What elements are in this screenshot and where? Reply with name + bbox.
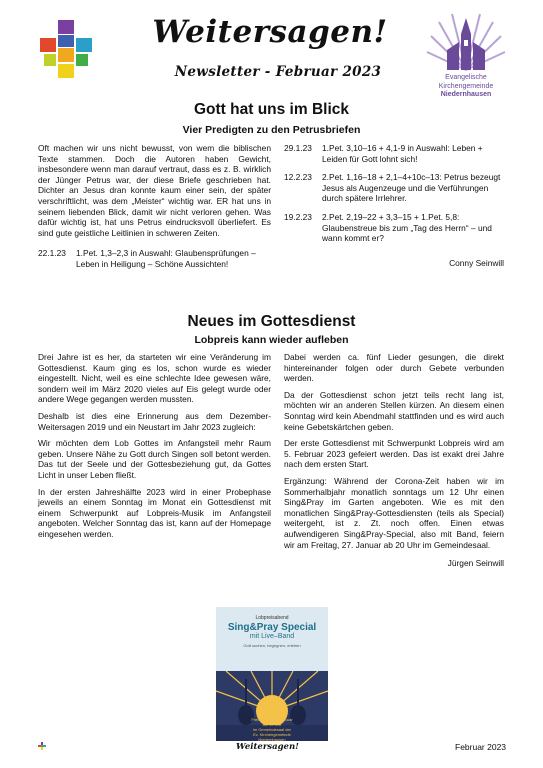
- sermon-entry: [284, 172, 504, 204]
- flyer-detail-line: Freitag, den 27. Januar: [251, 717, 293, 722]
- article2-paragraph: Ergänzung: Während der Corona-Zeit haben wir im Sommerhalbjahr monatlich sonntags um 12 Uhr einen Sing&Pray im Garten angeboten. Wie es mit den monatlichen Sing&Pray-Gottesdiensten (teils als Special) weitergeht, ist z. Zt. noch offen. Einen etwas aufwendigeren Sing&Pray-Special, also mit Band, feiern wir am Freitag, 27. Januar ab 20 Uhr im Gemeindesaal.: [284, 475, 504, 550]
- flyer-eyebrow: Lobpreisabend: [255, 615, 289, 621]
- sermon-text: 1.Pet. 3,10–16 + 4,1-9 in Auswahl: Leben + Leiden für Gott lohnt sich!: [322, 143, 483, 164]
- sermon-entry: [38, 248, 271, 269]
- flyer-tagline: Gott suchen, begegnen, erleben: [243, 643, 301, 648]
- flyer-header: [216, 607, 328, 671]
- footer-title: Weitersagen!: [236, 742, 299, 752]
- church-line-3: Niedernhausen: [440, 91, 492, 98]
- sermon-date: 12.2.23: [284, 172, 312, 183]
- article2-paragraph: Der erste Gottesdienst mit Schwerpunkt Lobpreis wird am 5. Februar 2023 gefeiert werden. Das ist exakt drei Jahre nach dem ersten Start.: [284, 438, 504, 470]
- church-line-1: Evangelische: [445, 74, 487, 81]
- sermon-date: 29.1.23: [284, 143, 312, 153]
- newsletter-subtitle: Newsletter - Februar 2023: [174, 64, 382, 80]
- sermon-entry: [284, 212, 504, 244]
- masthead-title: Weitersagen!: [152, 14, 388, 50]
- flyer-detail-line: Ev. Kirchengemeinde Niedernhausen: [253, 732, 291, 741]
- article2-title: Neues im Gottesdienst: [187, 313, 356, 330]
- sermon-date: 22.1.23: [38, 248, 66, 259]
- article2-paragraph: Deshalb ist dies eine Erinnerung aus dem Dezember-Weitersagen 2019 und ein Neustart im Jahr 2023 zugleich:: [38, 410, 271, 432]
- article2-paragraph: Da der Gottesdienst schon jetzt teils recht lang ist, möchten wir an anderen Stellen kürzen. An diesem einen Sonntag wird kein Abendmahl stattfinden und es wird auch keine Gebetskärtchen geben.: [284, 389, 504, 432]
- article1-intro: Oft machen wir uns nicht bewusst, von wem die biblischen Texte stammen. Doch die Autoren haben Gewicht, insbesondere wenn man darauf vertraut, dass es z. B. wirklich der Jünger Petrus war, der diese Briefe geschrieben hat. Dichter an Jesus dran konnte kaum einer sein, der später verschriftlicht, was dem „Meister“ wichtig war. ER hat uns in seinem liebenden Blick, damit wir nicht verloren gehen. Was dafür wichtig ist, hat uns Petrus eindrucksvoll überliefert. Es sind gute geistliche Leitlinien in schweren Zeiten.: [38, 143, 271, 238]
- article2-paragraph: Drei Jahre ist es her, da starteten wir eine Veränderung im Gottesdienst. Kaum ging es los, schon wurde es wieder eingestellt. Nicht, weil es eine schlechte Idee gewesen wäre, sondern weil im März 2020 vieles auf Eis gelegt wurde oder andere Wege gegangen werden mussten.: [38, 352, 271, 405]
- article2-paragraph: Wir möchten dem Lob Gottes im Anfangsteil mehr Raum geben. Unsere Nähe zu Gott durch Singen soll betont werden. Das tut der Seele und der Gottesbeziehung gut, da Gottes Licht in unser Leben fließt.: [38, 438, 271, 480]
- flyer-detail-line: im Gemeindesaal der: [252, 727, 292, 732]
- sermon-entry: [284, 143, 504, 164]
- event-flyer: [216, 607, 328, 741]
- flyer-title: Sing&Pray Special: [227, 622, 317, 633]
- sermon-text: 1.Pet. 1,3–2,3 in Auswahl: Glaubensprüfungen – Leben in Heiligung – Schöne Aussichten!: [76, 248, 256, 269]
- church-name: [418, 74, 514, 100]
- sermon-text: 2.Pet. 2,19–22 + 3,3–15 + 1.Pet. 5,8: Glaubenstreue bis zum „Tag des Herrn“ – und wann kommt er?: [322, 211, 492, 244]
- article2-right-column: [284, 352, 504, 568]
- cross-logo-icon: [36, 18, 98, 80]
- article1-subtitle: Vier Predigten zu den Petrusbriefen: [182, 124, 361, 136]
- church-logo-icon: [425, 12, 507, 72]
- church-line-2: Kirchengemeinde: [438, 82, 494, 90]
- article1-author: Conny Seinwill: [449, 257, 504, 268]
- sermon-text: 2.Pet. 1,16–18 + 2,1–4+10c–13: Petrus bezeugt Jesus als Augenzeuge und die Verführungen durch spätere Irrlehrer.: [322, 172, 501, 204]
- article2-paragraph: Dabei werden ca. fünf Lieder gesungen, die direkt hintereinander folgen oder durch Gebete verbunden werden.: [284, 352, 504, 384]
- footer-cross-icon: [38, 742, 46, 750]
- article2-paragraph: In der ersten Jahreshälfte 2023 wird in einer Probephase jeweils an einem Sonntag im Monat ein Gottesdienst mit einem Schwerpunkt auf Lobpreis-Musik im Anfangsteil angeboten. Welcher Sonntag das ist, kann auf der Homepage eingesehen werden.: [38, 486, 271, 539]
- flyer-illustration: [216, 671, 328, 741]
- article1-right-column: [284, 143, 504, 268]
- article2-left-column: [38, 352, 271, 546]
- flyer-details: [246, 717, 298, 741]
- article1-left-column: [38, 143, 271, 274]
- footer-date: Februar 2023: [455, 742, 507, 752]
- article2-author: Jürgen Seinwill: [447, 558, 504, 569]
- flyer-detail-line: um 20 Uhr: [262, 722, 282, 727]
- flyer-subtitle: mit Live–Band: [249, 633, 295, 640]
- sermon-date: 19.2.23: [284, 211, 312, 222]
- article2-subtitle: Lobpreis kann wieder aufleben: [194, 334, 349, 346]
- article1-title: Gott hat uns im Blick: [193, 101, 349, 118]
